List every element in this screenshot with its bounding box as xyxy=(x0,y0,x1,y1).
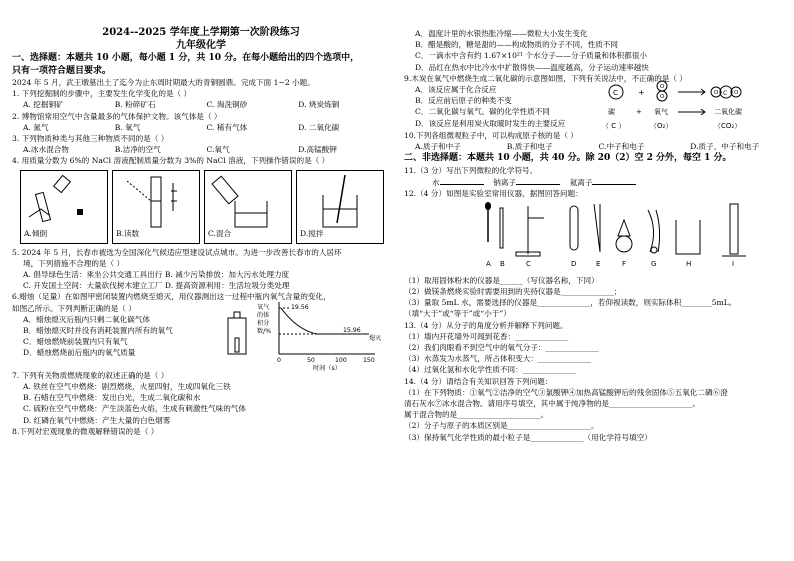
q12-part3-note: （填“大于”或“等于”或“小于”） xyxy=(404,309,511,319)
q11-stem: 11.（3 分）写出下列微粒的化学符号。 xyxy=(404,165,538,175)
q2-option[interactable]: B. 氧气 xyxy=(114,122,141,132)
svg-text:15.96: 15.96 xyxy=(343,326,361,334)
q12-part1[interactable]: （1）取用固体粉末的仪器是______（写仪器名称，下同） xyxy=(404,275,599,285)
q8-option[interactable]: D．品红在热水中比冷水中扩散得快——温度越高，分子运动速率越快 xyxy=(415,62,649,72)
q1-stem: 1. 下列挖掘制的步骤中，主要发生化学变化的是（ ） xyxy=(12,89,192,99)
q5-option[interactable]: A. 倡导绿色生活：乘坐公共交通工具出行 B. 减少污染排放：加大污水处理力度 xyxy=(23,270,290,280)
svg-text:氧气: 氧气 xyxy=(654,108,668,117)
svg-text:时间（s）: 时间（s） xyxy=(313,364,341,372)
q7-option[interactable]: C. 硫粉在空气中燃烧：产生淡蓝色火焰，生成有刺激性气味的气体 xyxy=(23,404,246,414)
svg-text:积分: 积分 xyxy=(257,319,270,327)
svg-text:F: F xyxy=(622,259,627,268)
svg-text:O: O xyxy=(660,84,665,91)
left-column xyxy=(12,0,390,437)
q7-option[interactable]: B. 石蜡在空气中燃烧：发出白光，生成二氧化碳和水 xyxy=(23,393,201,403)
q9-option[interactable]: B．反应前后原子的种类不变 xyxy=(415,96,512,106)
q9-stem: 9.木炭在氧气中燃烧生成二氧化碳的示意图如图，下列有关说法中，不正确的是（ ） xyxy=(404,73,688,83)
mixing-illustration xyxy=(205,171,291,231)
q5-stem-cont: 境，下列措施不合理的是（ ） xyxy=(23,258,125,268)
q6-option[interactable]: A．蜡烛熄灭后瓶内只剩二氧化碳气体 xyxy=(23,314,150,324)
q8-stem: 8.下列对宏观现象的微观解释错误的是（ ） xyxy=(12,426,159,436)
svg-text:50: 50 xyxy=(307,356,315,364)
q11-item: 水 xyxy=(432,178,440,188)
q11-item: 钠离子 xyxy=(493,178,517,188)
q6-stem: 6.蜡烛（足量）在如图甲密闭装置内燃烧至熄灭，用仪器测出这一过程中瓶内氧气含量的变化， xyxy=(12,292,331,302)
exam-title: 2024--2025 学年度上学期第一次阶段练习 xyxy=(102,27,300,38)
q3-options xyxy=(12,144,390,155)
cylinder-reading-illustration xyxy=(113,171,199,231)
q8-option[interactable]: C．一滴水中含有约 1.67×10²¹ 个水分子——分子质量和体积都很小 xyxy=(415,51,647,61)
q14-part1-mixture[interactable]: 属于混合物的是______________________。 xyxy=(404,410,549,420)
q4-figure-b[interactable] xyxy=(112,170,200,244)
q4-caption-b: B.读数 xyxy=(116,229,140,239)
q11-item: 氦离子 xyxy=(569,178,593,188)
q7-option[interactable]: A. 铁丝在空气中燃烧：剧烈燃烧，火星四射，生成四氧化三铁 xyxy=(23,382,231,392)
svg-text:二氧化碳: 二氧化碳 xyxy=(714,108,742,117)
q4-caption-a: A.倾倒 xyxy=(24,229,48,239)
svg-text:+: + xyxy=(638,88,645,98)
q2-option[interactable]: A. 氮气 xyxy=(23,122,49,132)
q3-option[interactable]: A.冰水混合物 xyxy=(23,145,69,155)
q3-option[interactable]: C.氧气 xyxy=(206,145,230,155)
q10-option[interactable]: B.质子和电子 xyxy=(506,142,553,152)
q4-figure-c[interactable] xyxy=(204,170,292,244)
q2-stem: 2. 博物馆常用空气中含量最多的气体保护文物。该气体是（ ） xyxy=(12,111,222,121)
svg-text:的体: 的体 xyxy=(257,311,270,319)
svg-text:100: 100 xyxy=(335,356,347,364)
q10-option[interactable]: C.中子和电子 xyxy=(598,142,645,152)
q6-option[interactable]: C．蜡烛燃烧前装置内只有氧气 xyxy=(23,337,128,347)
svg-text:（CO₂）: （CO₂） xyxy=(714,122,742,131)
q12-part3[interactable]: （3）量取 5mL 水，需要选择的仪器是______________，若仰视读数，则实际体积________5mL。 xyxy=(404,298,737,308)
q14-part1: （1）在下列物质：①氧气②洁净的空气③氯酸钾④加热高锰酸钾后的残余固体⑤五氧化二磷⑥澄 xyxy=(404,387,728,397)
pouring-illustration xyxy=(21,171,107,231)
q13-item[interactable]: （1）墙内开花墙外可闻到花香：______________ xyxy=(404,331,569,341)
candle-bottle-figure xyxy=(222,308,252,358)
carbon-combustion-diagram xyxy=(602,76,782,138)
q14-part1-cont[interactable]: 清石灰水⑦冰水混合物。请用序号填空，其中属于纯净物的是______________________。 xyxy=(404,398,701,408)
q13-item[interactable]: （2）我们肉眼看不到空气中的氧气分子：______________ xyxy=(404,342,599,352)
svg-text:数/%: 数/% xyxy=(257,327,272,335)
svg-text:C: C xyxy=(723,90,728,98)
svg-text:熄灭: 熄灭 xyxy=(369,334,382,342)
q14-stem: 14.（4 分）请结合有关知识回答下列问题： xyxy=(404,376,553,386)
svg-text:150: 150 xyxy=(363,356,375,364)
q1-option[interactable]: B. 粉碎矿石 xyxy=(114,100,156,110)
svg-text:I: I xyxy=(732,259,735,268)
q14-part2[interactable]: （2）分子与原子的本质区别是______________________。 xyxy=(404,421,599,431)
svg-text:O: O xyxy=(714,90,719,97)
oxygen-curve-chart xyxy=(257,300,387,372)
q6-option[interactable]: B．蜡烛熄灭时并没有消耗装置内所有的氧气 xyxy=(23,326,173,336)
q4-caption-c: C.混合 xyxy=(208,229,232,239)
svg-text:（O₂）: （O₂） xyxy=(650,122,673,131)
q4-stem: 4. 用质量分数为 6%的 NaCl 溶液配制质量分数为 3%的 NaCl 溶液，下列操作错误的是（ ） xyxy=(12,156,330,166)
q5-option[interactable]: C. 开发国土空间：大量砍伐树木建立工厂 D. 提高资源利用：生活垃圾分类处理 xyxy=(23,281,290,291)
right-column xyxy=(404,28,782,443)
svg-text:碳: 碳 xyxy=(608,108,615,117)
q4-caption-d: D.搅拌 xyxy=(300,229,324,239)
svg-text:E: E xyxy=(596,259,601,268)
svg-text:A: A xyxy=(486,259,491,268)
q13-item[interactable]: （3）水蒸发为水蒸气，所占体积变大：______________ xyxy=(404,354,592,364)
q10-option[interactable]: D.质子、中子和电子 xyxy=(690,142,760,152)
q10-option[interactable]: A.质子和中子 xyxy=(415,142,461,152)
q1-options xyxy=(12,99,390,110)
q4-figure-d[interactable] xyxy=(296,170,384,244)
section-1-heading: 一、选择题：本题共 10 小题，每小题 1 分，共 10 分。在每小题给出的四个选项中， xyxy=(12,53,360,63)
q4-figure-a[interactable] xyxy=(20,170,108,244)
exam-subtitle: 九年级化学 xyxy=(176,40,226,51)
q7-option[interactable]: D. 红磷在氧气中燃烧：产生大量的白色烟雾 xyxy=(23,415,171,425)
q13-stem: 13.（4 分）从分子的角度分析并解释下列问题。 xyxy=(404,320,568,330)
stirring-illustration xyxy=(297,171,383,231)
q9-option[interactable]: A．该反应属于化合反应 xyxy=(415,85,497,95)
svg-text:O: O xyxy=(660,94,665,101)
svg-text:B: B xyxy=(500,259,505,268)
svg-text:+: + xyxy=(636,108,642,117)
svg-text:氧气: 氧气 xyxy=(257,303,270,311)
svg-text:G: G xyxy=(651,259,657,268)
q8-option[interactable]: A．温度计里的水银热胀冷缩——微粒大小发生变化 xyxy=(415,29,588,38)
q14-part3[interactable]: （3）保持氧气化学性质的最小粒子是______________（用化学符号填空） xyxy=(404,432,652,442)
q6-stem-cont: 如图乙所示。下列判断正确的是（ ） xyxy=(12,303,136,313)
q2-option[interactable]: D. 二氧化碳 xyxy=(298,122,340,132)
q1-option[interactable]: C. 淘洗铜砂 xyxy=(206,100,248,110)
q5-stem: 5. 2024 年 5 月，长春市被选为全国深化气候适应型建设试点城市。为进一步改善长春市的人居环 xyxy=(12,247,342,257)
q8-option[interactable]: B．醋是酸的，糖是甜的——构成物质的分子不同，性质不同 xyxy=(415,40,619,50)
q1-2-intro: 2024 年 5 月，武王墩墓出土了迄今为止东周时期最大的青铜圆鼎。完成下面 1~2 小题。 xyxy=(12,78,315,87)
q4-figures xyxy=(20,170,390,244)
q11-blank[interactable] xyxy=(440,176,484,185)
q6-option[interactable]: D．蜡烛燃烧前后瓶内的氧气质量 xyxy=(23,348,136,358)
q9-block xyxy=(404,84,782,130)
q1-option[interactable]: D. 烧炭炼铜 xyxy=(298,100,340,110)
svg-text:19.56: 19.56 xyxy=(291,303,309,311)
svg-text:D: D xyxy=(571,259,577,268)
svg-text:H: H xyxy=(686,259,692,268)
svg-text:C: C xyxy=(613,89,618,98)
svg-text:0: 0 xyxy=(277,356,281,364)
svg-text:（ C ）: （ C ） xyxy=(602,122,626,131)
q13-item[interactable]: （4）过氧化氢和水化学性质不同：______________ xyxy=(404,365,576,375)
svg-text:O: O xyxy=(734,90,739,97)
q7-stem: 7. 下列有关物质燃烧现象的叙述正确的是（ ） xyxy=(12,370,169,380)
q12-part2[interactable]: （2）做镁条燃烧实验时需要用到的夹持仪器是______________； xyxy=(404,286,622,296)
q10-stem: 10.下列各组微观粒子中，可以构成原子核的是（ ） xyxy=(404,131,578,141)
section-1-heading-cont: 只有一项符合题目要求。 xyxy=(12,65,112,76)
q3-option[interactable]: D.高锰酸钾 xyxy=(298,145,337,155)
q11-blank[interactable] xyxy=(516,176,560,185)
q9-option[interactable]: C．二氧化碳与氧气、碳的化学性质不同 xyxy=(415,107,550,117)
q2-option[interactable]: C. 稀有气体 xyxy=(206,122,248,132)
q11-blank[interactable] xyxy=(592,176,636,185)
q10-options xyxy=(404,141,782,152)
q11-items xyxy=(404,176,782,188)
section-2-heading: 二、非选择题：本题共 10 小题，共 40 分。除 20（2）空 2 分外，每空 1 分。 xyxy=(404,153,732,164)
q12-stem: 12.（4 分）如图是实验室常用仪器，据图回答问题： xyxy=(404,189,583,199)
q2-options xyxy=(12,122,390,133)
q1-option[interactable]: A. 挖掘铜矿 xyxy=(23,100,64,110)
q3-stem: 3. 下列物质种类与其他三种物质不同的是（ ） xyxy=(12,134,169,144)
lab-apparatus-figure xyxy=(404,200,782,272)
q9-option[interactable]: D．该反应是利用炭火取暖时发生的主要反应 xyxy=(415,118,566,128)
q3-option[interactable]: B.洁净的空气 xyxy=(114,145,161,155)
svg-text:C: C xyxy=(526,259,531,268)
